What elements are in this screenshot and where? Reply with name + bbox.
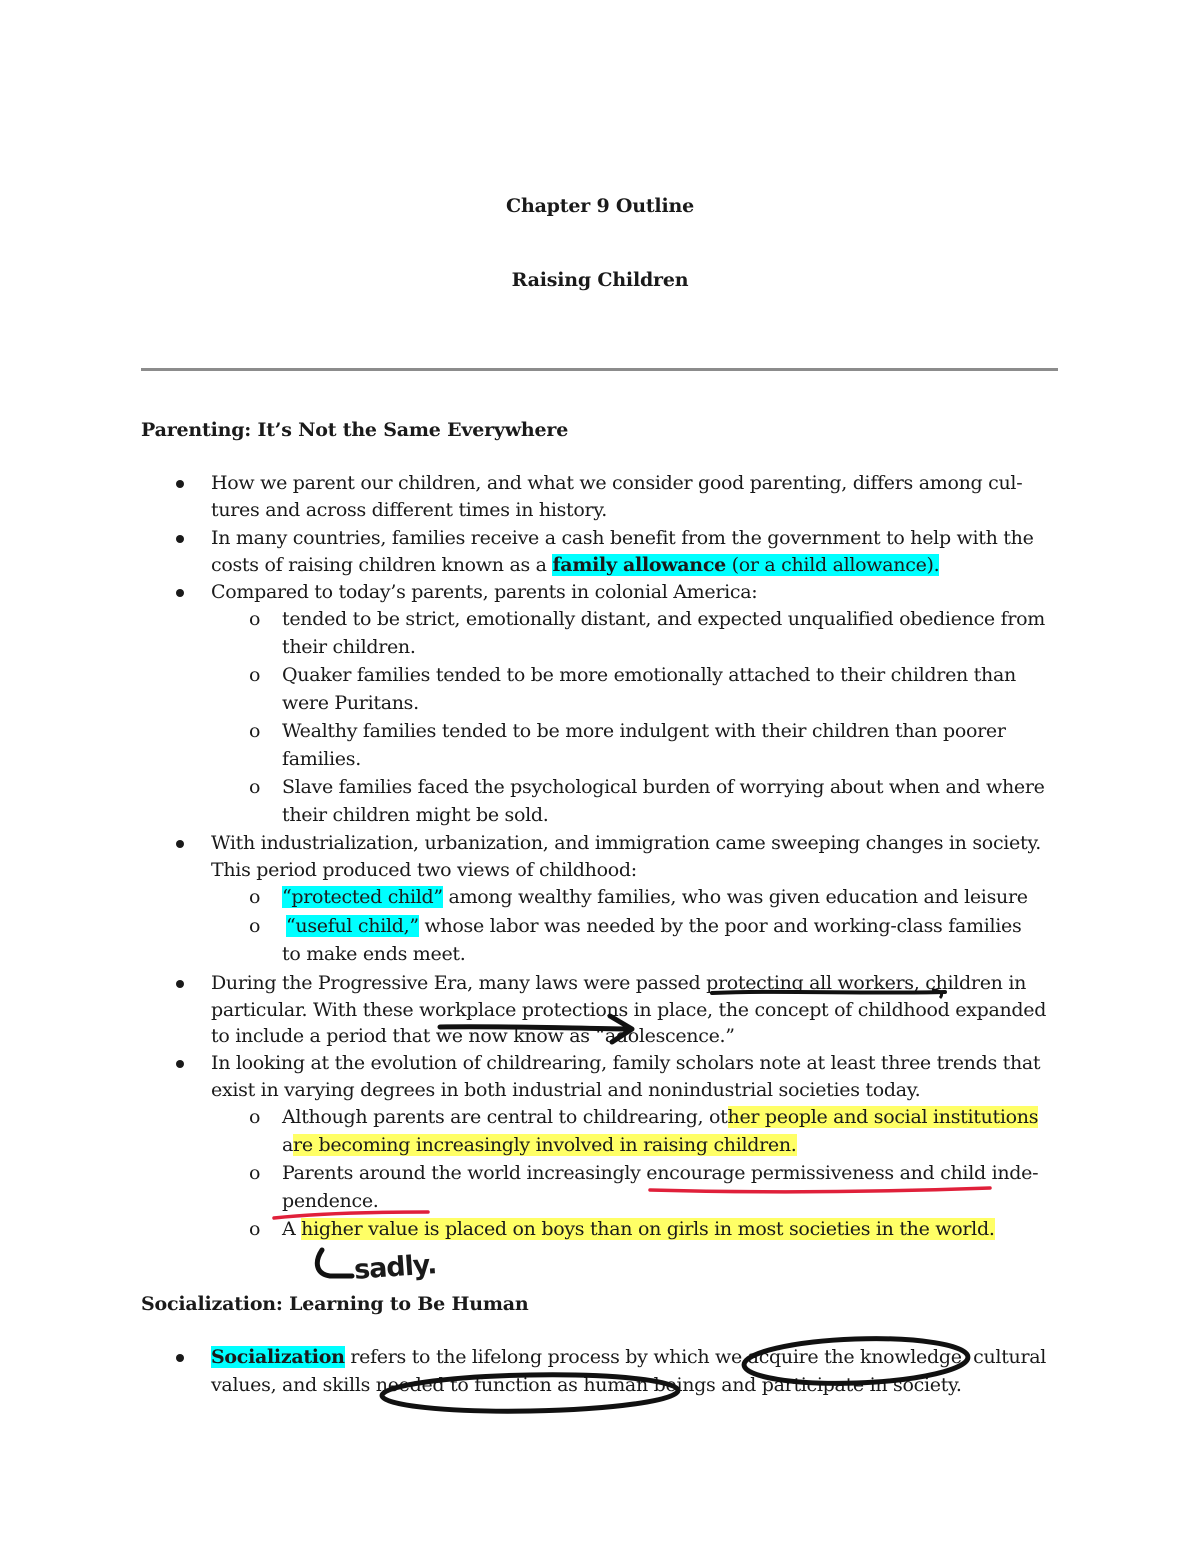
bullet-marker — [176, 840, 184, 848]
text-line — [211, 554, 939, 576]
yellow-highlight: her people and social institutions — [727, 1106, 1039, 1128]
section-heading-socialization: Socialization: Learning to Be Human — [141, 1293, 529, 1315]
highlighted-term-socialization — [211, 1346, 345, 1368]
text-span: whose labor was needed by the poor and working-class families — [418, 915, 1022, 937]
sub-bullet-marker: o — [249, 720, 261, 742]
text-line: pendence. — [282, 1190, 379, 1212]
sub-bullet-marker: o — [249, 608, 261, 630]
text-line: During the Progressive Era, many laws were passed protecting all workers, children in — [211, 972, 1027, 994]
text-line: their children. — [282, 636, 416, 658]
text-line — [282, 1218, 995, 1240]
ink-bracket — [317, 1250, 352, 1276]
red-ink-underline — [650, 1188, 990, 1192]
highlighted-term-protected-child: “protected child” — [282, 886, 443, 908]
sub-bullet-marker: o — [249, 1162, 261, 1184]
sub-bullet-marker: o — [249, 1218, 261, 1240]
text-line: exist in varying degrees in both industrial and nonindustrial societies today. — [211, 1079, 921, 1101]
yellow-highlight: higher value is placed on boys than on girls in most societies in the world. — [301, 1218, 995, 1240]
term-bold: Socialization — [211, 1346, 345, 1368]
page-title: Chapter 9 Outline — [506, 195, 694, 217]
text-line: How we parent our children, and what we consider good parenting, differs among cul- — [211, 472, 1023, 494]
text-span: costs of raising children known as a — [211, 554, 553, 576]
text-line: their children might be sold. — [282, 804, 549, 826]
text-line: were Puritans. — [282, 692, 419, 714]
text-line: Parents around the world increasingly encourage permissiveness and child inde- — [282, 1162, 1039, 1184]
section-heading-parenting: Parenting: It’s Not the Same Everywhere — [141, 419, 569, 441]
text-line: Quaker families tended to be more emotionally attached to their children than — [282, 664, 1016, 686]
text-line — [282, 886, 1028, 908]
text-line — [282, 1134, 797, 1156]
text-line: tures and across different times in history. — [211, 499, 607, 521]
bullet-marker — [176, 535, 184, 543]
text-line: In looking at the evolution of childrearing, family scholars note at least three trends that — [211, 1052, 1041, 1074]
text-line: to include a period that we now know as “adolescence.” — [211, 1025, 735, 1047]
sub-bullet-marker: o — [249, 886, 261, 908]
text-span: (or a child allowance). — [725, 554, 940, 576]
text-line — [211, 1346, 1046, 1368]
text-span: A — [282, 1218, 302, 1240]
sub-bullet-marker: o — [249, 1106, 261, 1128]
term-bold: family allowance — [552, 554, 726, 576]
text-line: Compared to today’s parents, parents in colonial America: — [211, 581, 758, 603]
text-line — [286, 915, 1021, 937]
text-span: refers to the lifelong process by which we acquire the knowledge, cultural — [344, 1346, 1047, 1368]
sub-bullet-marker: o — [249, 776, 261, 798]
highlighted-term-useful-child: “useful child,” — [286, 915, 419, 937]
text-line: tended to be strict, emotionally distant, and expected unqualified obedience from — [282, 608, 1045, 630]
text-span: a — [282, 1134, 294, 1156]
text-line: values, and skills needed to function as human beings and participate in society. — [211, 1374, 962, 1396]
sub-bullet-marker: o — [249, 664, 261, 686]
bullet-marker — [176, 480, 184, 488]
text-line: With industrialization, urbanization, and immigration came sweeping changes in society. — [211, 832, 1041, 854]
page-subtitle: Raising Children — [511, 269, 689, 291]
handwritten-note: sadly. — [353, 1249, 438, 1286]
text-span: Although parents are central to childrearing, ot — [282, 1106, 728, 1128]
horizontal-rule — [141, 368, 1058, 371]
text-line: particular. With these workplace protections in place, the concept of childhood expanded — [211, 999, 1047, 1021]
yellow-highlight: re becoming increasingly involved in raising children. — [293, 1134, 797, 1156]
highlighted-term-family-allowance — [552, 554, 939, 576]
text-line: Wealthy families tended to be more indulgent with their children than poorer — [282, 720, 1006, 742]
text-line: Slave families faced the psychological burden of worrying about when and where — [282, 776, 1045, 798]
text-span: among wealthy families, who was given education and leisure — [442, 886, 1028, 908]
text-line: This period produced two views of childhood: — [211, 859, 637, 881]
text-line: families. — [282, 748, 361, 770]
text-line — [282, 1106, 1038, 1128]
bullet-marker — [176, 1354, 184, 1362]
bullet-marker — [176, 589, 184, 597]
sub-bullet-marker: o — [249, 915, 261, 937]
text-line: In many countries, families receive a cash benefit from the government to help with the — [211, 527, 1034, 549]
text-line: to make ends meet. — [282, 943, 466, 965]
bullet-marker — [176, 980, 184, 988]
bullet-marker — [176, 1060, 184, 1068]
